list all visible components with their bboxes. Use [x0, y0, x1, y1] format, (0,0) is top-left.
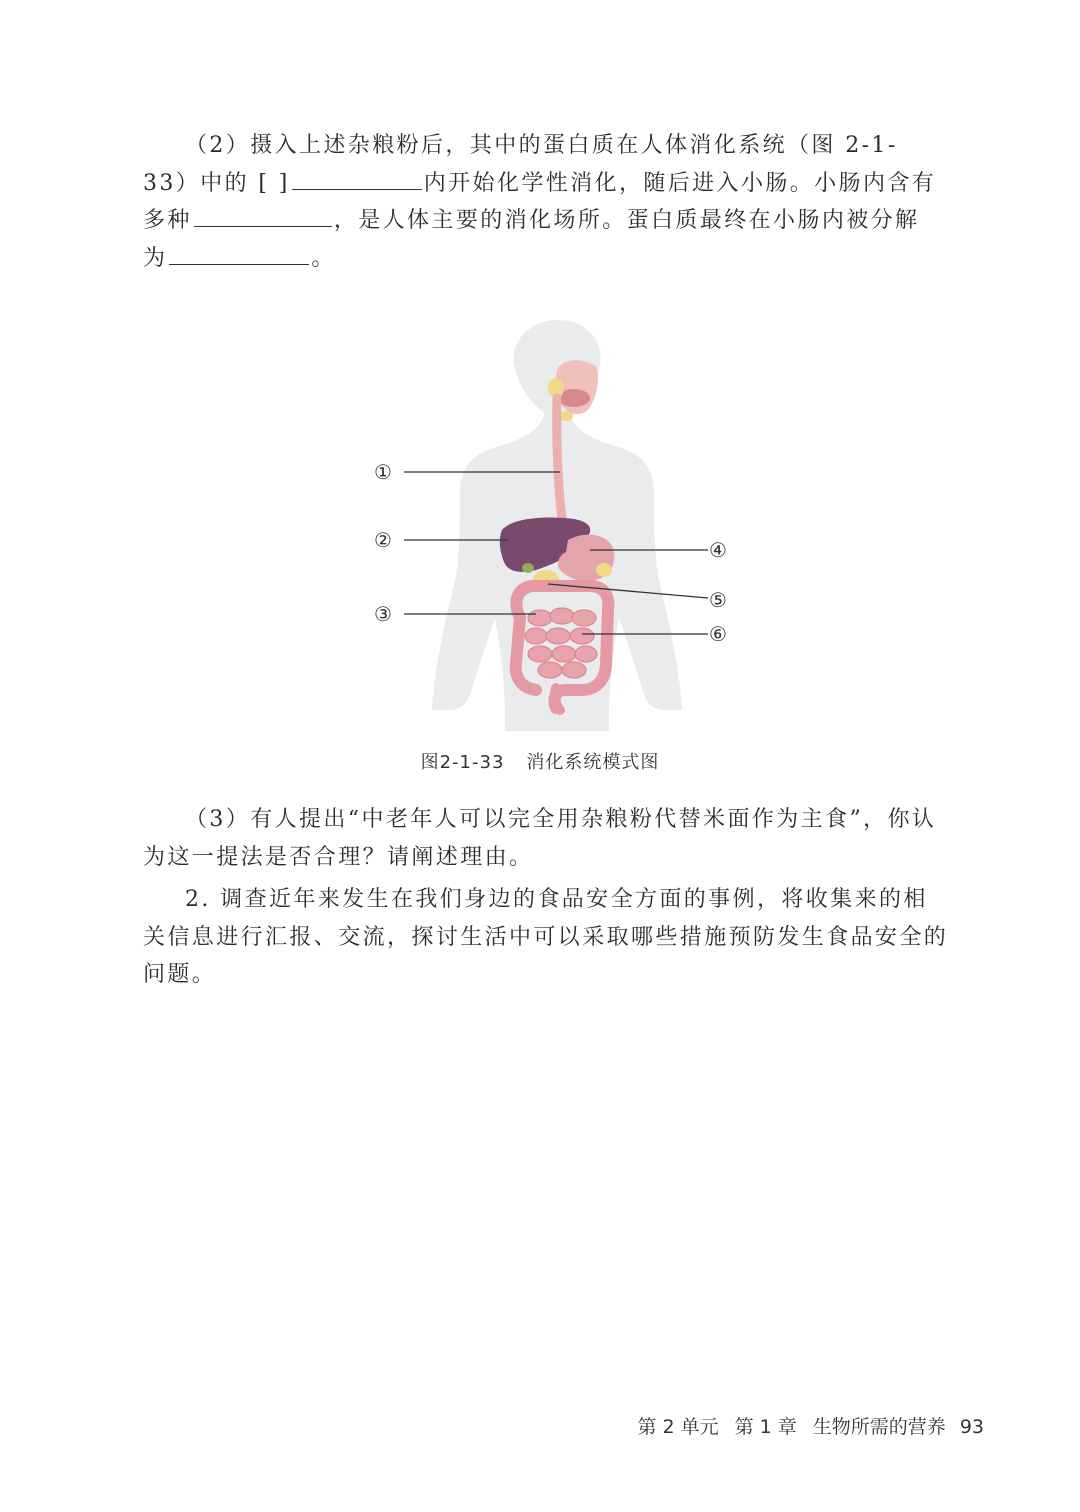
page-footer [637, 1412, 984, 1439]
question-2-line-4-end: 。 [311, 245, 336, 271]
item-2-line-3: 问题。 [143, 962, 217, 987]
question-2-bracket-text: 33）中的 [ ] [143, 170, 290, 196]
figure-caption [0, 748, 1080, 774]
label-4: ④ [709, 538, 727, 562]
question-3-line-2: 为这一提法是否合理？请阐述理由。 [143, 844, 534, 870]
page-number: 93 [959, 1416, 984, 1438]
answer-blank-enzymes[interactable] [194, 204, 332, 227]
question-2-paragraph [143, 127, 968, 277]
rectum [555, 688, 560, 710]
footer-title: 生物所需的营养 [812, 1416, 946, 1438]
question-2-line-3 [143, 202, 968, 240]
figure-caption-title: 消化系统模式图 [526, 752, 660, 773]
question-2-line-3-rest: ，是人体主要的消化场所。蛋白质最终在小肠内被分解 [333, 208, 920, 233]
label-1: ① [374, 460, 392, 484]
label-5: ⑤ [709, 588, 727, 612]
answer-blank-product[interactable] [169, 242, 309, 265]
question-2-line-2 [143, 165, 968, 203]
footer-unit: 第 2 单元 [637, 1416, 719, 1438]
figure-caption-number: 图2-1-33 [420, 752, 505, 773]
question-2-line-4 [143, 240, 968, 278]
digestive-system-figure [360, 318, 750, 738]
answer-blank-organ[interactable] [292, 167, 422, 190]
pancreas-2 [596, 563, 612, 577]
footer-chapter: 第 1 章 [734, 1416, 797, 1438]
item-2-line-2: 关信息进行汇报、交流，探讨生活中可以采取哪些措施预防发生食品安全的 [143, 924, 949, 950]
question-2-line-1: （2）摄入上述杂粮粉后，其中的蛋白质在人体消化系统（图 2-1- [185, 133, 898, 158]
question-3-paragraph [143, 801, 968, 876]
item-2-paragraph [143, 881, 968, 994]
question-3-line-1: （3）有人提出“中老年人可以完全用杂粮粉代替米面作为主食”，你认 [185, 807, 937, 832]
item-2-line-1: 2. 调查近年来发生在我们身边的食品安全方面的事例，将收集来的相 [185, 887, 928, 912]
label-6: ⑥ [709, 622, 727, 646]
label-3: ③ [374, 602, 392, 626]
question-2-line-2-rest: 内开始化学性消化，随后进入小肠。小肠内含有 [423, 170, 937, 196]
question-2-line-3-start: 多种 [143, 208, 192, 233]
gallbladder [522, 563, 534, 573]
digestive-system-diagram [360, 318, 750, 738]
question-2-line-4-start: 为 [143, 245, 168, 271]
label-2: ② [374, 528, 392, 552]
